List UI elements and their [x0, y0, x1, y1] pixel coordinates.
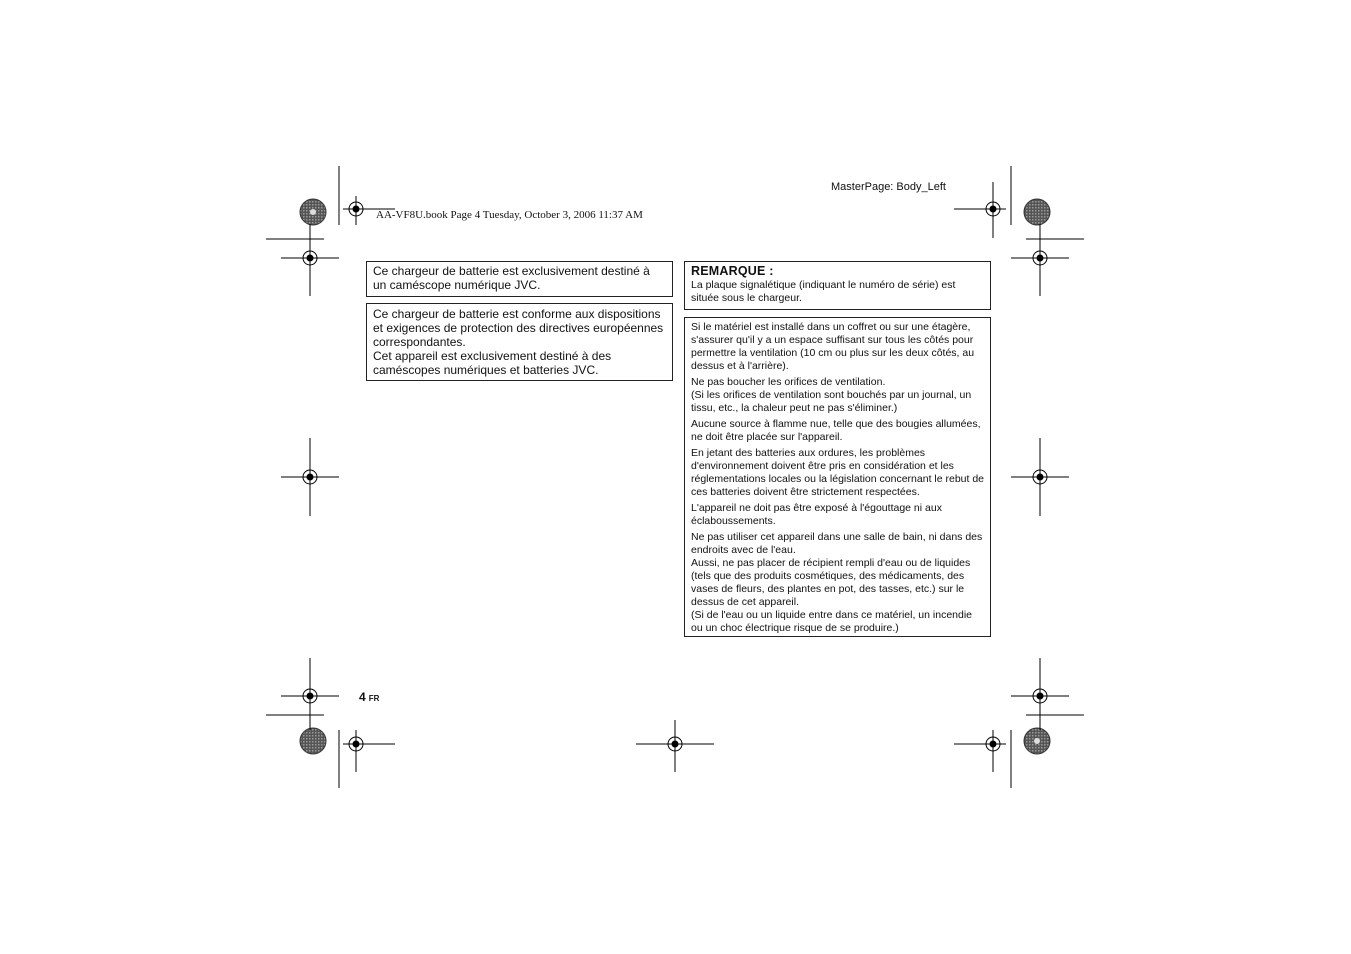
warning-line: Ne pas utiliser cet appareil dans une salle de bain, ni dans des endroits avec de l'eau.	[691, 531, 983, 556]
remarque-heading: REMARQUE :	[691, 264, 774, 278]
conformity-note-box	[366, 303, 673, 381]
warning-line: Si le matériel est installé dans un coffret ou sur une étagère, s'assurer qu'il y a un espace suffisant sur tous les côtés pour permettre la ventilation (10 cm ou plus sur les deux côtés, au dessus et à l'arrière).	[691, 321, 975, 372]
star-target-bottom-left	[300, 728, 326, 754]
book-slug-line: AA-VF8U.book Page 4 Tuesday, October 3, 2006 11:37 AM	[376, 209, 643, 221]
conformity-text: Ce chargeur de batterie est conforme aux dispositions et exigences de protection des directives européennes correspondantes.	[373, 307, 664, 349]
warning-line: Aussi, ne pas placer de récipient rempli d'eau ou de liquides (tels que des produits cosmétiques, des médicaments, des vases de fleurs, des plantes en pot, des tasses, etc.) sur le dessus de cet appareil.	[691, 557, 971, 608]
page-folio	[359, 690, 379, 704]
remarque-text: La plaque signalétique (indiquant le numéro de série) est située sous le chargeur.	[691, 279, 956, 304]
exclusive-use-text: Cet appareil est exclusivement destiné à des caméscopes numériques et batteries JVC.	[373, 349, 612, 377]
remarque-box	[684, 261, 991, 310]
warning-paragraph	[691, 376, 984, 415]
warning-line: (Si les orifices de ventilation sont bouchés par un journal, un tissu, etc., la chaleur peut ne pas s'éliminer.)	[691, 389, 972, 414]
warning-paragraph	[691, 531, 984, 635]
warning-line: Ne pas boucher les orifices de ventilation.	[691, 376, 886, 388]
masterpage-label: MasterPage: Body_Left	[831, 181, 946, 193]
warning-line: (Si de l'eau ou un liquide entre dans ce matériel, un incendie ou un choc électrique risque de se produire.)	[691, 609, 973, 634]
warning-paragraph	[691, 447, 984, 499]
compatibility-note-text: Ce chargeur de batterie est exclusivement destiné à un caméscope numérique JVC.	[373, 264, 650, 292]
safety-warnings-box	[684, 317, 991, 637]
star-target-bottom-right	[1024, 728, 1050, 754]
warning-paragraph	[691, 502, 984, 528]
warning-line: Aucune source à flamme nue, telle que des bougies allumées, ne doit être placée sur l'appareil.	[691, 418, 981, 443]
compatibility-note-box	[366, 261, 673, 297]
warning-paragraph	[691, 321, 984, 373]
warning-paragraph	[691, 418, 984, 444]
star-target-top-left	[300, 199, 326, 225]
star-target-top-right	[1024, 199, 1050, 225]
warning-line: L'appareil ne doit pas être exposé à l'égouttage ni aux éclaboussements.	[691, 502, 942, 527]
language-code: FR	[368, 694, 380, 703]
warning-line: En jetant des batteries aux ordures, les problèmes d'environnement doivent être pris en considération et les réglementations locales ou la législation concernant le rebut de ces batteries doivent être strictement respectées.	[691, 447, 985, 498]
page-number: 4	[359, 690, 366, 704]
